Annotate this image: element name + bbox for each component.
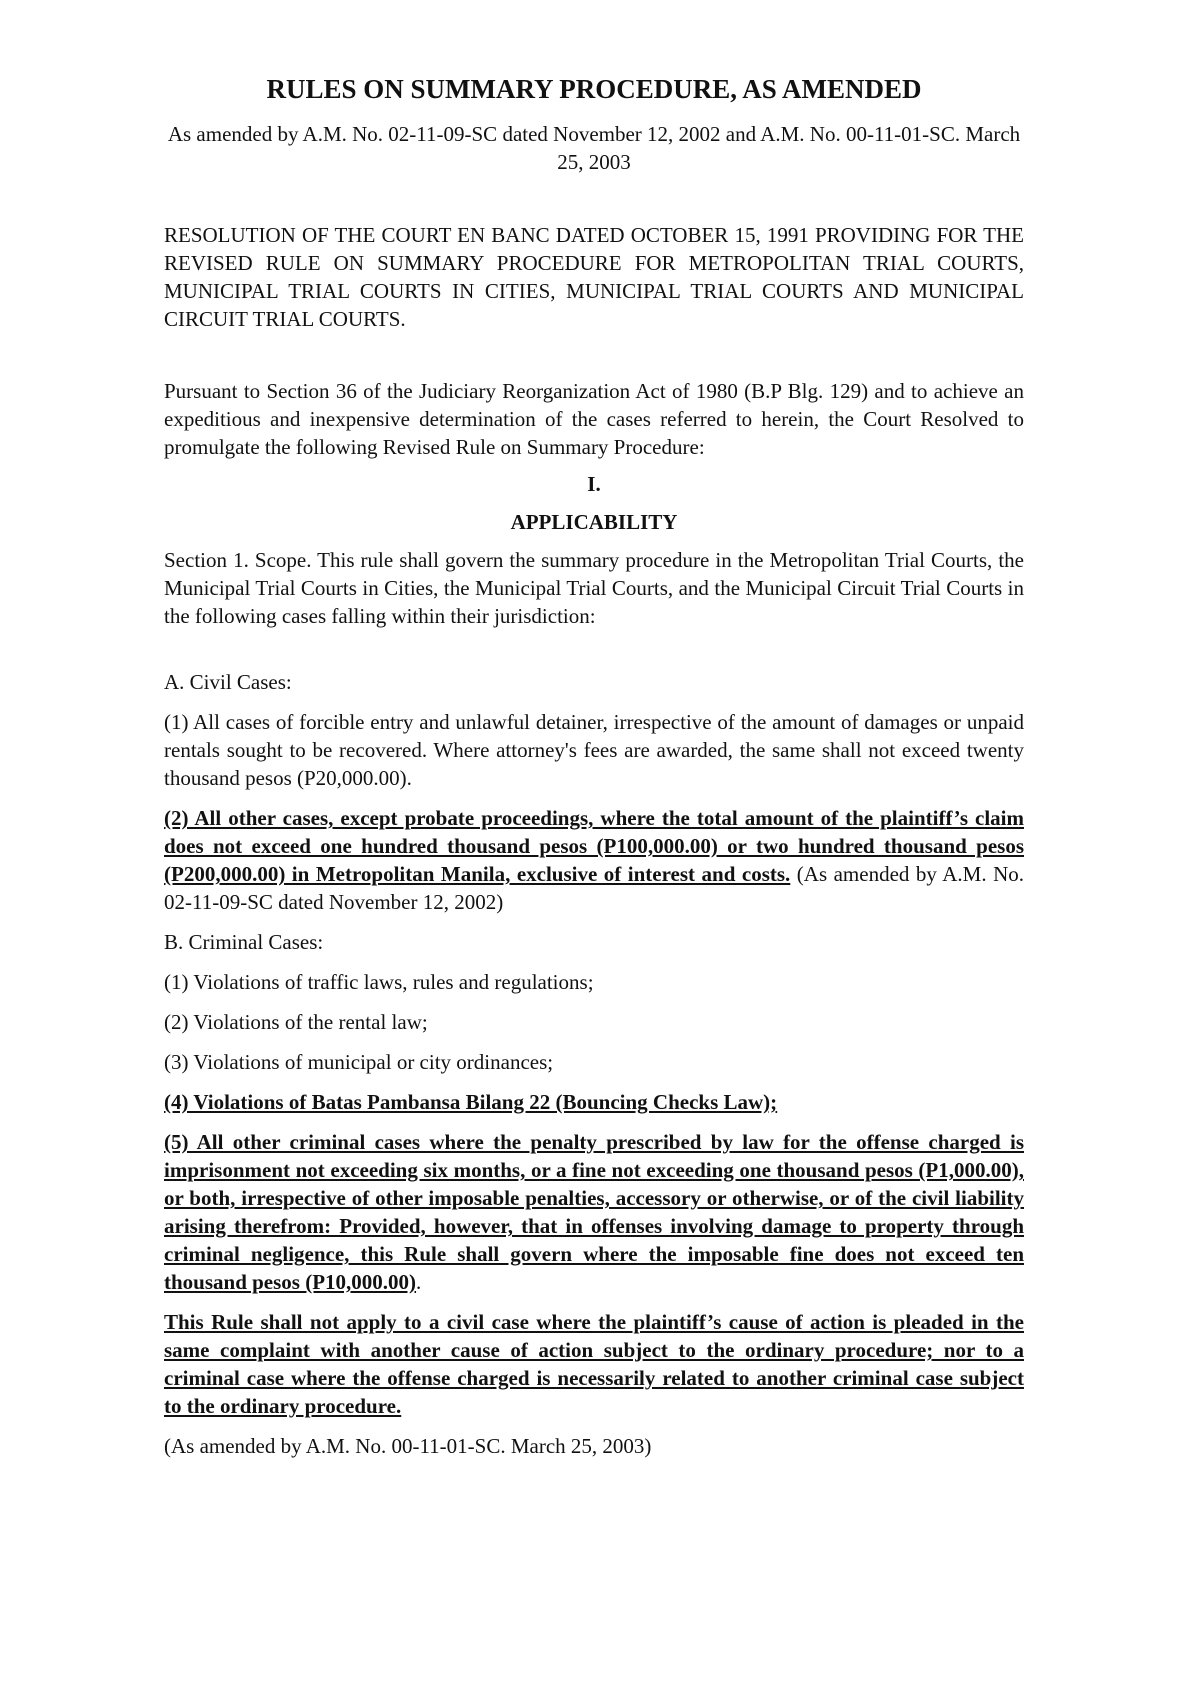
criminal-case-5 — [164, 1128, 1024, 1296]
section-1-scope: Section 1. Scope. This rule shall govern the summary procedure in the Metropolitan Trial Courts, the Municipal Trial Courts in Cities, the Municipal Trial Courts, and the Municipal Circuit Trial Courts in the following cases falling within their jurisdiction: — [164, 548, 1024, 628]
criminal-case-4: (4) Violations of Batas Pambansa Bilang 22 (Bouncing Checks Law); — [164, 1090, 778, 1114]
civil-cases-heading: A. Civil Cases: — [164, 670, 292, 694]
resolution-heading: RESOLUTION OF THE COURT EN BANC DATED OCTOBER 15, 1991 PROVIDING FOR THE REVISED RULE ON SUMMARY PROCEDURE FOR METROPOLITAN TRIAL COURTS, MUNICIPAL TRIAL COURTS IN CITIES, MUNICIPAL TRIAL COURTS AND MUNICIPAL CIRCUIT TRIAL COURTS. — [164, 223, 1024, 331]
civil-case-1: (1) All cases of forcible entry and unlawful detainer, irrespective of the amount of damages or unpaid rentals sought to be recovered. Where attorney's fees are awarded, the same shall not exceed twenty thousand pesos (P20,000.00). — [164, 710, 1024, 790]
civil-case-2-amendment-note: (As amended by A.M. No. 02-11-09-SC dated November 12, 2002) — [164, 862, 1024, 914]
amendment-subtitle: As amended by A.M. No. 02-11-09-SC dated November 12, 2002 and A.M. No. 00-11-01-SC. March 25, 2003 — [167, 122, 1021, 174]
document-body — [164, 72, 1024, 1472]
part-title: APPLICABILITY — [510, 510, 678, 534]
civil-case-2-amended-text: (2) All other cases, except probate proceedings, where the total amount of the plaintiff’s claim does not exceed one hundred thousand pesos (P100,000.00) or two hundred thousand pesos (P200,000.00) in Metropolitan Manila, exclusive of interest and costs. — [164, 806, 1024, 886]
part-number: I. — [587, 472, 601, 496]
civil-case-2 — [164, 804, 1024, 916]
preamble-paragraph: Pursuant to Section 36 of the Judiciary Reorganization Act of 1980 (B.P Blg. 129) and to achieve an expeditious and inexpensive determination of the cases referred to herein, the Court Resolved to promulgate the following Revised Rule on Summary Procedure: — [164, 379, 1024, 459]
document-title: RULES ON SUMMARY PROCEDURE, AS AMENDED — [266, 74, 922, 104]
final-amendment-note: (As amended by A.M. No. 00-11-01-SC. March 25, 2003) — [164, 1434, 652, 1458]
criminal-cases-heading: B. Criminal Cases: — [164, 930, 324, 954]
criminal-case-2: (2) Violations of the rental law; — [164, 1010, 428, 1034]
criminal-case-1: (1) Violations of traffic laws, rules and regulations; — [164, 970, 594, 994]
criminal-case-3: (3) Violations of municipal or city ordinances; — [164, 1050, 554, 1074]
criminal-case-5-period: . — [416, 1270, 422, 1294]
criminal-case-5-text: (5) All other criminal cases where the penalty prescribed by law for the offense charged is imprisonment not exceeding six months, or a fine not exceeding one thousand pesos (P1,000.00), or both, irrespective of other imposable penalties, accessory or otherwise, or of the civil liability arising therefrom: Provided, however, that in offenses involving damage to property through criminal negligence, this Rule shall govern where the imposable fine does not exceed ten thousand pesos (P10,000.00) — [164, 1130, 1024, 1294]
exclusion-paragraph: This Rule shall not apply to a civil case where the plaintiff’s cause of action is pleaded in the same complaint with another cause of action subject to the ordinary procedure; nor to a criminal case where the offense charged is necessarily related to another criminal case subject to the ordinary procedure. — [164, 1310, 1024, 1418]
